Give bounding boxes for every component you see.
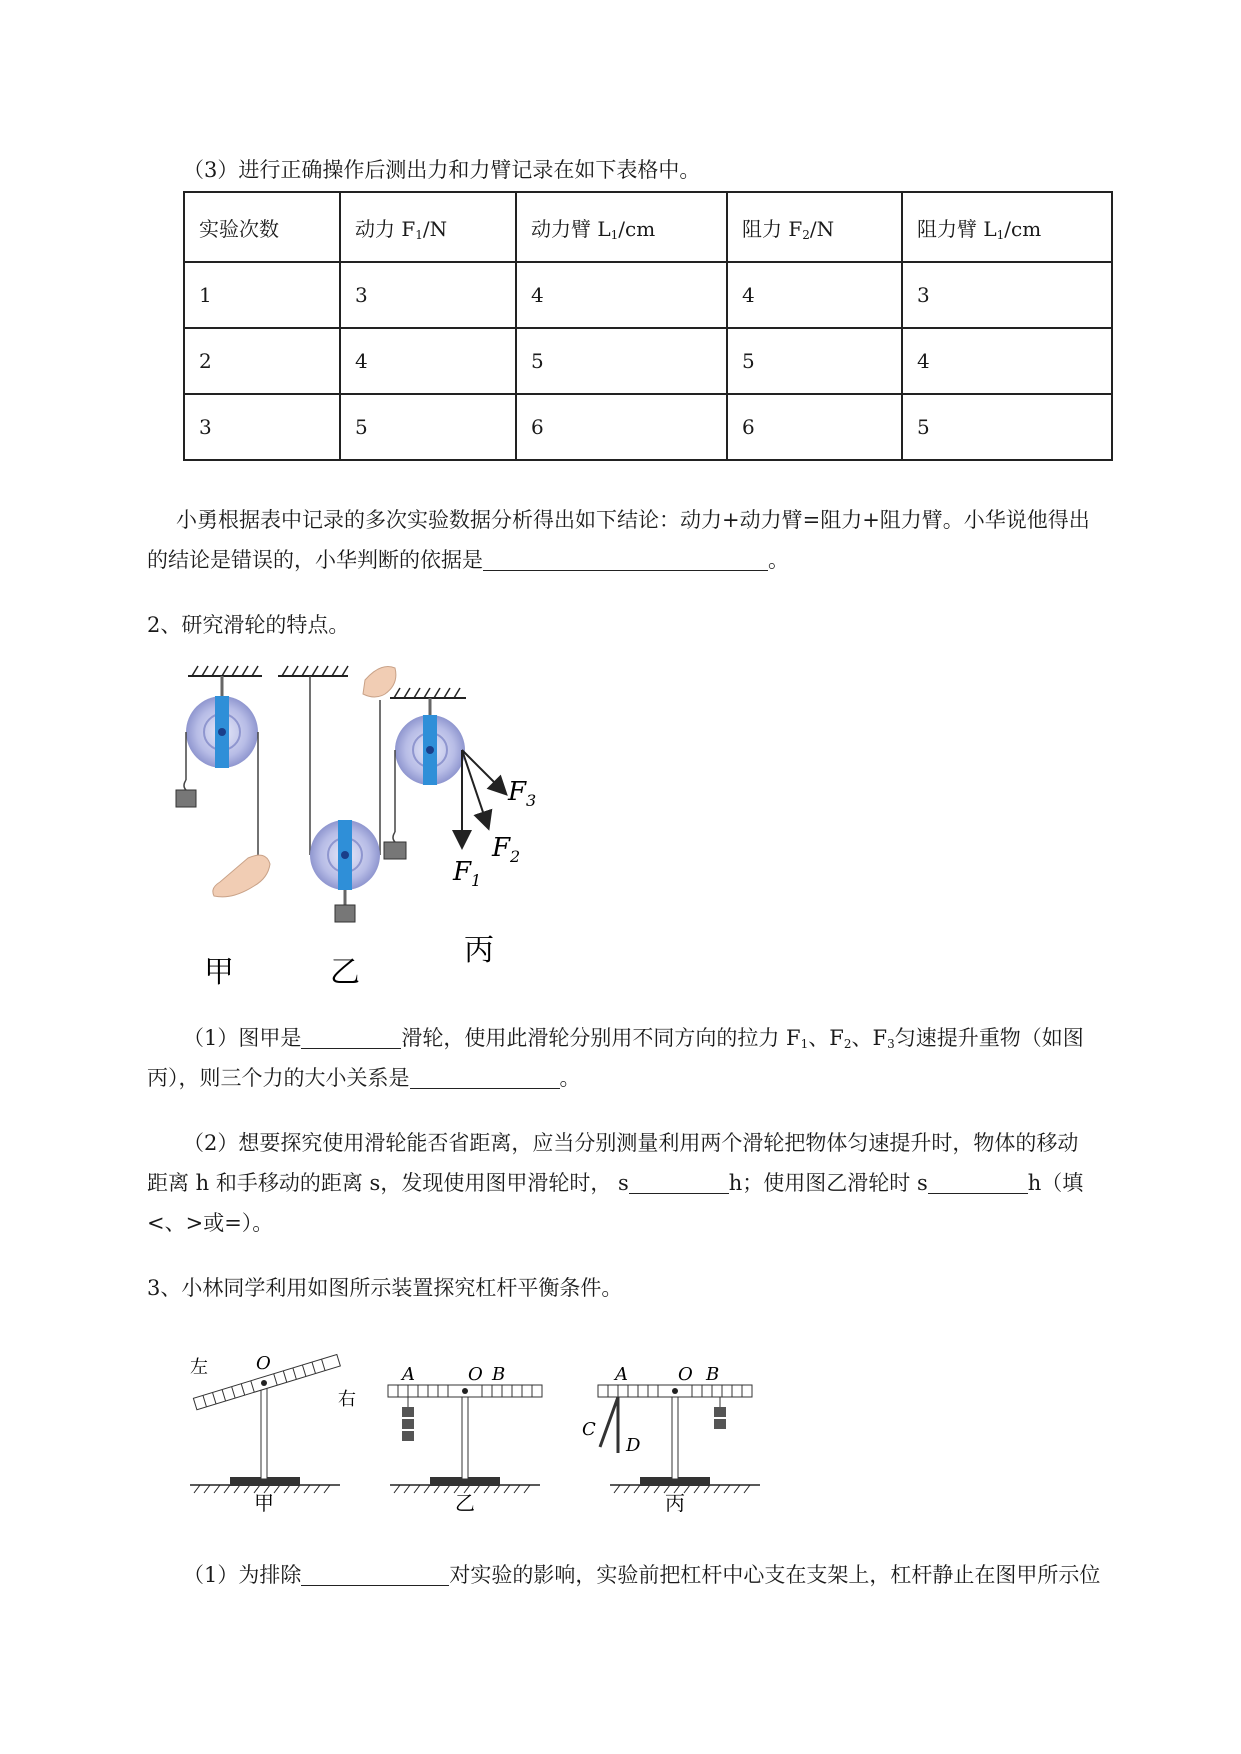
answer-blank[interactable] bbox=[629, 1171, 729, 1194]
table-cell: 6 bbox=[516, 394, 727, 460]
answer-blank[interactable] bbox=[301, 1026, 401, 1049]
lever-jia bbox=[190, 1353, 356, 1515]
ceiling-bing bbox=[390, 688, 466, 698]
label-jia: 甲 bbox=[204, 955, 234, 990]
label-bing: 丙 bbox=[464, 933, 494, 968]
answer-blank[interactable] bbox=[410, 1066, 560, 1089]
header-cell: 动力 $F_1/N$ bbox=[340, 192, 516, 262]
label-b: B bbox=[706, 1364, 720, 1385]
table-cell: 5 bbox=[516, 328, 727, 394]
q2-2-line-3: <、>或=）。 bbox=[147, 1211, 274, 1235]
answer-blank[interactable] bbox=[483, 548, 768, 571]
label-c: C bbox=[582, 1419, 596, 1440]
table-row bbox=[184, 394, 1112, 460]
label-bing: 丙 bbox=[665, 1491, 685, 1515]
q2-2-line-2: 距离 h 和手移动的距离 s，发现使用图甲滑轮时， s h；使用图乙滑轮时 s h（填 bbox=[147, 1171, 1084, 1195]
label-yi: 乙 bbox=[330, 955, 360, 990]
label-o: O bbox=[468, 1364, 483, 1385]
force-label-f2: $F_2$ bbox=[492, 833, 521, 866]
label-a: A bbox=[402, 1364, 415, 1385]
q3-1-line-1: （1）为排除 对实验的影响，实验前把杠杆中心支在支架上，杠杆静止在图甲所示位 bbox=[183, 1563, 1101, 1587]
label-o: O bbox=[678, 1364, 693, 1385]
table-cell: 3 bbox=[902, 262, 1112, 328]
label-left: 左 bbox=[190, 1357, 208, 1378]
answer-blank[interactable] bbox=[928, 1171, 1028, 1194]
hand-jia bbox=[213, 855, 270, 897]
table-cell: 6 bbox=[727, 394, 902, 460]
table-cell: 5 bbox=[340, 394, 516, 460]
table-cell: 5 bbox=[727, 328, 902, 394]
label-yi: 乙 bbox=[455, 1491, 475, 1515]
table-header-row bbox=[184, 192, 1112, 262]
conclusion-line-2: 的结论是错误的，小华判断的依据是 。 bbox=[147, 548, 789, 572]
hand-yi bbox=[363, 667, 396, 698]
q2-1-line-1: （1）图甲是 滑轮，使用此滑轮分别用不同方向的拉力 $F_1$、$F_2$、$F_3$匀速提升重物（如图 bbox=[183, 1026, 1084, 1051]
lever-yi bbox=[388, 1364, 542, 1515]
q2-title: 2、研究滑轮的特点。 bbox=[147, 613, 350, 637]
label-o: O bbox=[256, 1353, 271, 1374]
answer-blank[interactable] bbox=[301, 1563, 449, 1586]
table-cell: 4 bbox=[902, 328, 1112, 394]
header-cell: 实验次数 bbox=[184, 192, 340, 262]
section3-intro: （3）进行正确操作后测出力和力臂记录在如下表格中。 bbox=[183, 158, 701, 182]
conclusion-line-1: 小勇根据表中记录的多次实验数据分析得出如下结论：动力+动力臂=阻力+阻力臂。小华说他得出 bbox=[176, 508, 1090, 532]
label-b: B bbox=[492, 1364, 506, 1385]
pulley-bing bbox=[384, 698, 505, 859]
header-cell: 动力臂 $L_1/cm$ bbox=[516, 192, 727, 262]
q2-2-line-1: （2）想要探究使用滑轮能否省距离，应当分别测量利用两个滑轮把物体匀速提升时，物体的移动 bbox=[183, 1131, 1079, 1155]
force-label-f3: $F_3$ bbox=[508, 777, 537, 810]
table-cell: 1 bbox=[184, 262, 340, 328]
label-right: 右 bbox=[338, 1389, 356, 1410]
table-cell: 4 bbox=[727, 262, 902, 328]
header-cell: 阻力 $F_2/N$ bbox=[727, 192, 902, 262]
table-cell: 4 bbox=[340, 328, 516, 394]
lever-bing bbox=[582, 1364, 760, 1515]
table-cell: 5 bbox=[902, 394, 1112, 460]
label-jia: 甲 bbox=[254, 1491, 274, 1515]
lever-figure bbox=[190, 1335, 770, 1515]
q3-title: 3、小林同学利用如图所示装置探究杠杆平衡条件。 bbox=[147, 1276, 623, 1300]
table-row bbox=[184, 262, 1112, 328]
ceiling-yi bbox=[278, 666, 348, 676]
label-a: A bbox=[615, 1364, 628, 1385]
table-cell: 3 bbox=[340, 262, 516, 328]
force-arm-table bbox=[183, 191, 1113, 461]
pulley-figure bbox=[170, 660, 600, 1000]
header-cell: 阻力臂 $L_1/cm$ bbox=[902, 192, 1112, 262]
table-cell: 4 bbox=[516, 262, 727, 328]
table-row bbox=[184, 328, 1112, 394]
force-label-f1: $F_1$ bbox=[453, 857, 482, 890]
pulley-jia bbox=[176, 676, 258, 862]
pulley-yi bbox=[310, 676, 380, 922]
q2-1-line-2: 丙），则三个力的大小关系是 。 bbox=[147, 1066, 581, 1090]
table-cell: 2 bbox=[184, 328, 340, 394]
table-cell: 3 bbox=[184, 394, 340, 460]
label-d: D bbox=[626, 1435, 641, 1456]
ceiling-jia bbox=[188, 666, 262, 676]
